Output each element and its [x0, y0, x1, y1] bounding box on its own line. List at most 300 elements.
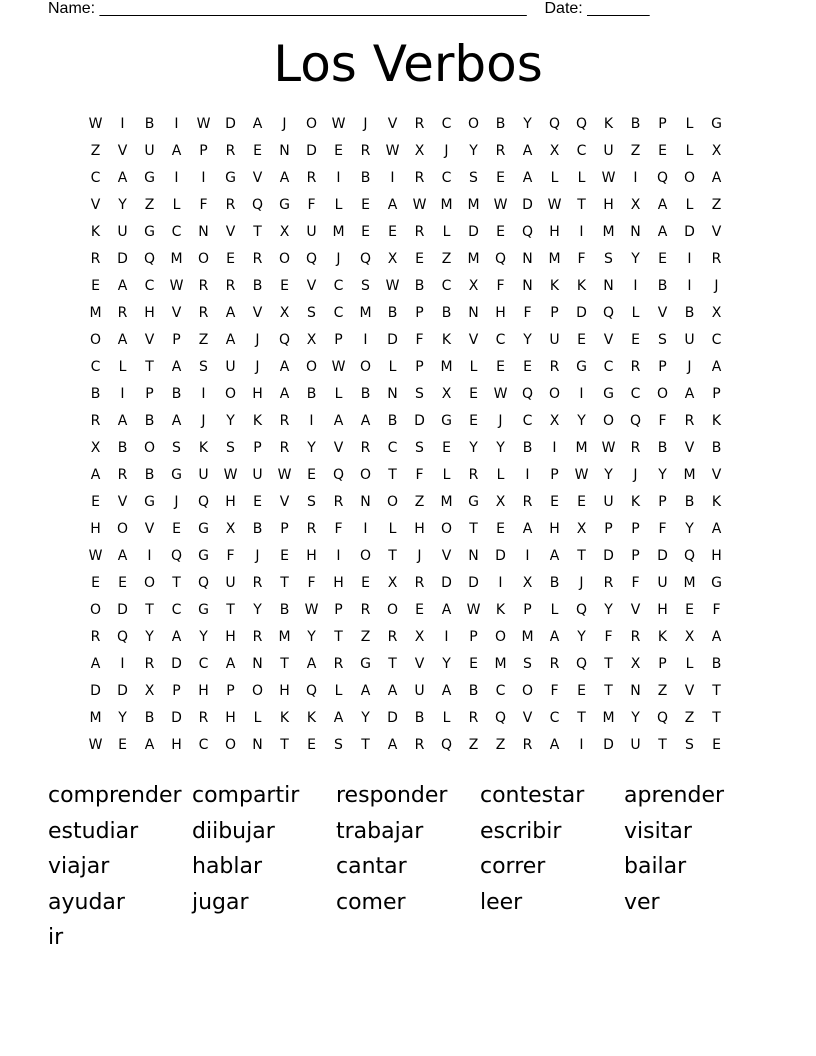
- grid-letter[interactable]: Y: [658, 467, 667, 483]
- grid-letter[interactable]: O: [386, 602, 399, 618]
- grid-letter[interactable]: Q: [197, 494, 210, 510]
- grid-letter[interactable]: P: [199, 143, 208, 159]
- grid-letter[interactable]: Z: [414, 494, 425, 510]
- grid-letter[interactable]: D: [468, 575, 479, 591]
- grid-letter[interactable]: R: [144, 656, 155, 672]
- grid-letter[interactable]: L: [442, 224, 451, 240]
- grid-letter[interactable]: B: [279, 602, 290, 618]
- grid-letter[interactable]: Y: [685, 521, 694, 537]
- grid-letter[interactable]: N: [387, 386, 398, 402]
- grid-letter[interactable]: F: [226, 548, 235, 564]
- grid-letter[interactable]: B: [414, 710, 425, 726]
- grid-letter[interactable]: E: [442, 440, 451, 456]
- grid-letter[interactable]: B: [495, 116, 506, 132]
- grid-letter[interactable]: Q: [521, 386, 534, 402]
- grid-letter[interactable]: S: [469, 170, 478, 186]
- grid-letter[interactable]: A: [657, 197, 668, 213]
- grid-letter[interactable]: E: [415, 602, 424, 618]
- grid-letter[interactable]: U: [306, 224, 317, 240]
- grid-letter[interactable]: U: [603, 143, 614, 159]
- grid-letter[interactable]: L: [685, 116, 694, 132]
- grid-letter[interactable]: G: [144, 494, 155, 510]
- grid-letter[interactable]: C: [495, 683, 506, 699]
- grid-letter[interactable]: N: [198, 224, 209, 240]
- grid-letter[interactable]: O: [359, 467, 372, 483]
- grid-letter[interactable]: G: [711, 575, 722, 591]
- grid-letter[interactable]: I: [174, 116, 179, 132]
- grid-letter[interactable]: W: [88, 548, 103, 564]
- grid-letter[interactable]: O: [359, 359, 372, 375]
- grid-letter[interactable]: N: [468, 548, 479, 564]
- grid-letter[interactable]: F: [415, 332, 424, 348]
- grid-letter[interactable]: B: [117, 440, 128, 456]
- grid-letter[interactable]: A: [252, 116, 263, 132]
- grid-letter[interactable]: A: [225, 656, 236, 672]
- grid-letter[interactable]: W: [196, 116, 211, 132]
- grid-letter[interactable]: R: [387, 629, 398, 645]
- grid-letter[interactable]: B: [657, 440, 668, 456]
- grid-letter[interactable]: I: [579, 737, 584, 753]
- grid-letter[interactable]: A: [333, 710, 344, 726]
- grid-letter[interactable]: N: [630, 683, 641, 699]
- grid-letter[interactable]: V: [630, 602, 641, 618]
- grid-letter[interactable]: P: [658, 494, 667, 510]
- grid-letter[interactable]: A: [117, 278, 128, 294]
- grid-letter[interactable]: A: [387, 737, 398, 753]
- grid-letter[interactable]: P: [145, 386, 154, 402]
- grid-letter[interactable]: X: [414, 629, 425, 645]
- grid-letter[interactable]: K: [711, 413, 722, 429]
- grid-letter[interactable]: J: [687, 359, 692, 375]
- grid-letter[interactable]: P: [712, 386, 721, 402]
- grid-letter[interactable]: Z: [144, 197, 155, 213]
- grid-letter[interactable]: E: [91, 278, 100, 294]
- grid-letter[interactable]: G: [603, 386, 614, 402]
- grid-letter[interactable]: F: [631, 575, 640, 591]
- grid-letter[interactable]: C: [171, 224, 182, 240]
- grid-letter[interactable]: N: [522, 278, 533, 294]
- grid-letter[interactable]: M: [683, 467, 696, 483]
- grid-letter[interactable]: V: [522, 710, 533, 726]
- grid-letter[interactable]: V: [684, 440, 695, 456]
- grid-letter[interactable]: I: [309, 413, 314, 429]
- grid-letter[interactable]: V: [711, 224, 722, 240]
- grid-letter[interactable]: U: [414, 683, 425, 699]
- grid-letter[interactable]: T: [388, 656, 397, 672]
- grid-letter[interactable]: T: [388, 467, 397, 483]
- grid-letter[interactable]: B: [252, 521, 263, 537]
- grid-letter[interactable]: D: [387, 710, 398, 726]
- grid-letter[interactable]: D: [468, 224, 479, 240]
- grid-letter[interactable]: T: [604, 656, 613, 672]
- grid-letter[interactable]: X: [144, 683, 155, 699]
- grid-letter[interactable]: E: [577, 494, 586, 510]
- grid-letter[interactable]: R: [630, 629, 641, 645]
- grid-letter[interactable]: R: [603, 575, 614, 591]
- grid-letter[interactable]: R: [684, 413, 695, 429]
- grid-letter[interactable]: E: [469, 656, 478, 672]
- grid-letter[interactable]: L: [685, 143, 694, 159]
- grid-letter[interactable]: C: [90, 359, 101, 375]
- grid-letter[interactable]: F: [307, 575, 316, 591]
- grid-letter[interactable]: R: [198, 278, 209, 294]
- grid-letter[interactable]: O: [224, 386, 237, 402]
- grid-letter[interactable]: O: [89, 332, 102, 348]
- grid-letter[interactable]: H: [495, 305, 506, 321]
- grid-letter[interactable]: B: [657, 278, 668, 294]
- grid-letter[interactable]: U: [225, 575, 236, 591]
- grid-letter[interactable]: J: [201, 413, 206, 429]
- grid-letter[interactable]: K: [657, 629, 668, 645]
- grid-letter[interactable]: Q: [440, 737, 453, 753]
- grid-letter[interactable]: D: [387, 332, 398, 348]
- grid-letter[interactable]: A: [117, 413, 128, 429]
- grid-letter[interactable]: M: [89, 710, 102, 726]
- grid-letter[interactable]: G: [711, 116, 722, 132]
- grid-letter[interactable]: R: [630, 359, 641, 375]
- grid-letter[interactable]: L: [118, 359, 127, 375]
- grid-letter[interactable]: T: [334, 629, 343, 645]
- grid-letter[interactable]: X: [441, 386, 452, 402]
- grid-letter[interactable]: Y: [307, 629, 316, 645]
- grid-letter[interactable]: U: [198, 467, 209, 483]
- grid-letter[interactable]: E: [91, 494, 100, 510]
- grid-letter[interactable]: M: [440, 359, 453, 375]
- grid-letter[interactable]: W: [331, 116, 346, 132]
- grid-letter[interactable]: X: [387, 251, 398, 267]
- grid-letter[interactable]: H: [711, 548, 722, 564]
- grid-letter[interactable]: Z: [441, 251, 452, 267]
- grid-letter[interactable]: O: [548, 386, 561, 402]
- grid-letter[interactable]: P: [550, 305, 559, 321]
- grid-letter[interactable]: W: [331, 359, 346, 375]
- grid-letter[interactable]: F: [577, 251, 586, 267]
- grid-letter[interactable]: B: [252, 278, 263, 294]
- grid-letter[interactable]: E: [91, 575, 100, 591]
- grid-letter[interactable]: Q: [143, 251, 156, 267]
- grid-letter[interactable]: S: [523, 656, 532, 672]
- grid-letter[interactable]: Z: [198, 332, 209, 348]
- grid-letter[interactable]: E: [712, 737, 721, 753]
- grid-letter[interactable]: A: [711, 170, 722, 186]
- grid-letter[interactable]: X: [630, 656, 641, 672]
- grid-letter[interactable]: J: [714, 278, 719, 294]
- grid-letter[interactable]: Y: [631, 251, 640, 267]
- grid-letter[interactable]: O: [224, 737, 237, 753]
- grid-letter[interactable]: M: [440, 494, 453, 510]
- grid-letter[interactable]: D: [576, 305, 587, 321]
- grid-letter[interactable]: X: [279, 224, 290, 240]
- grid-letter[interactable]: P: [226, 683, 235, 699]
- grid-letter[interactable]: Y: [577, 413, 586, 429]
- grid-letter[interactable]: K: [306, 710, 317, 726]
- grid-letter[interactable]: T: [280, 575, 289, 591]
- grid-letter[interactable]: I: [120, 656, 125, 672]
- grid-letter[interactable]: E: [631, 332, 640, 348]
- grid-letter[interactable]: O: [494, 629, 507, 645]
- grid-letter[interactable]: D: [657, 548, 668, 564]
- grid-letter[interactable]: A: [657, 224, 668, 240]
- grid-letter[interactable]: N: [630, 224, 641, 240]
- grid-letter[interactable]: K: [576, 278, 587, 294]
- grid-letter[interactable]: B: [360, 386, 371, 402]
- grid-letter[interactable]: V: [144, 332, 155, 348]
- grid-letter[interactable]: C: [522, 413, 533, 429]
- grid-letter[interactable]: S: [415, 440, 424, 456]
- grid-letter[interactable]: E: [280, 548, 289, 564]
- grid-letter[interactable]: T: [712, 683, 721, 699]
- date-blank[interactable]: _______: [587, 0, 650, 17]
- grid-letter[interactable]: D: [306, 143, 317, 159]
- grid-letter[interactable]: Y: [442, 656, 451, 672]
- grid-letter[interactable]: C: [387, 440, 398, 456]
- grid-letter[interactable]: W: [169, 278, 184, 294]
- grid-letter[interactable]: H: [549, 224, 560, 240]
- grid-letter[interactable]: R: [306, 170, 317, 186]
- grid-letter[interactable]: X: [684, 629, 695, 645]
- grid-letter[interactable]: I: [525, 548, 530, 564]
- grid-letter[interactable]: O: [251, 683, 264, 699]
- grid-letter[interactable]: A: [549, 548, 560, 564]
- grid-letter[interactable]: Q: [278, 332, 291, 348]
- grid-letter[interactable]: E: [334, 143, 343, 159]
- grid-letter[interactable]: K: [279, 710, 290, 726]
- grid-letter[interactable]: Y: [118, 197, 127, 213]
- grid-letter[interactable]: Y: [523, 116, 532, 132]
- grid-letter[interactable]: K: [630, 494, 641, 510]
- grid-letter[interactable]: I: [444, 629, 449, 645]
- grid-letter[interactable]: A: [522, 143, 533, 159]
- grid-letter[interactable]: R: [711, 251, 722, 267]
- grid-letter[interactable]: N: [279, 143, 290, 159]
- grid-letter[interactable]: K: [603, 116, 614, 132]
- grid-letter[interactable]: I: [633, 278, 638, 294]
- grid-letter[interactable]: M: [548, 251, 561, 267]
- grid-letter[interactable]: I: [363, 332, 368, 348]
- grid-letter[interactable]: V: [306, 278, 317, 294]
- grid-letter[interactable]: V: [333, 440, 344, 456]
- grid-letter[interactable]: R: [549, 359, 560, 375]
- grid-letter[interactable]: V: [684, 683, 695, 699]
- grid-letter[interactable]: E: [253, 494, 262, 510]
- grid-letter[interactable]: G: [441, 413, 452, 429]
- grid-letter[interactable]: H: [549, 521, 560, 537]
- grid-letter[interactable]: T: [145, 359, 154, 375]
- grid-letter[interactable]: O: [602, 413, 615, 429]
- grid-letter[interactable]: P: [253, 440, 262, 456]
- grid-letter[interactable]: V: [90, 197, 101, 213]
- grid-letter[interactable]: F: [550, 683, 559, 699]
- grid-letter[interactable]: A: [549, 737, 560, 753]
- grid-letter[interactable]: I: [336, 170, 341, 186]
- grid-letter[interactable]: W: [304, 602, 319, 618]
- grid-letter[interactable]: A: [171, 629, 182, 645]
- grid-letter[interactable]: A: [90, 467, 101, 483]
- grid-letter[interactable]: X: [90, 440, 101, 456]
- grid-letter[interactable]: S: [658, 332, 667, 348]
- grid-letter[interactable]: X: [387, 575, 398, 591]
- grid-letter[interactable]: U: [117, 224, 128, 240]
- grid-letter[interactable]: S: [172, 440, 181, 456]
- grid-letter[interactable]: V: [603, 332, 614, 348]
- grid-letter[interactable]: M: [359, 305, 372, 321]
- grid-letter[interactable]: E: [172, 521, 181, 537]
- grid-letter[interactable]: J: [579, 575, 584, 591]
- grid-letter[interactable]: I: [498, 575, 503, 591]
- grid-letter[interactable]: G: [171, 467, 182, 483]
- grid-letter[interactable]: P: [658, 116, 667, 132]
- grid-letter[interactable]: V: [117, 143, 128, 159]
- grid-letter[interactable]: C: [603, 359, 614, 375]
- grid-letter[interactable]: Y: [226, 413, 235, 429]
- grid-letter[interactable]: P: [415, 359, 424, 375]
- grid-letter[interactable]: X: [711, 143, 722, 159]
- grid-letter[interactable]: Y: [469, 440, 478, 456]
- grid-letter[interactable]: E: [361, 224, 370, 240]
- grid-letter[interactable]: I: [201, 170, 206, 186]
- grid-letter[interactable]: I: [579, 386, 584, 402]
- grid-letter[interactable]: J: [255, 332, 260, 348]
- grid-letter[interactable]: V: [144, 521, 155, 537]
- grid-letter[interactable]: U: [252, 467, 263, 483]
- grid-letter[interactable]: R: [522, 737, 533, 753]
- grid-letter[interactable]: W: [601, 440, 616, 456]
- grid-letter[interactable]: Q: [332, 467, 345, 483]
- grid-letter[interactable]: R: [225, 278, 236, 294]
- grid-letter[interactable]: A: [684, 386, 695, 402]
- grid-letter[interactable]: P: [523, 602, 532, 618]
- grid-letter[interactable]: H: [225, 494, 236, 510]
- grid-letter[interactable]: Z: [657, 683, 668, 699]
- grid-letter[interactable]: T: [712, 710, 721, 726]
- grid-letter[interactable]: Z: [495, 737, 506, 753]
- grid-letter[interactable]: Y: [118, 710, 127, 726]
- grid-letter[interactable]: A: [144, 737, 155, 753]
- grid-letter[interactable]: W: [385, 278, 400, 294]
- grid-letter[interactable]: R: [198, 710, 209, 726]
- grid-letter[interactable]: Q: [548, 116, 561, 132]
- grid-letter[interactable]: Q: [656, 170, 669, 186]
- grid-letter[interactable]: C: [576, 143, 587, 159]
- grid-letter[interactable]: L: [685, 656, 694, 672]
- grid-letter[interactable]: S: [307, 494, 316, 510]
- grid-letter[interactable]: F: [604, 629, 613, 645]
- grid-letter[interactable]: V: [387, 116, 398, 132]
- grid-letter[interactable]: H: [225, 629, 236, 645]
- grid-letter[interactable]: Y: [253, 602, 262, 618]
- grid-letter[interactable]: M: [278, 629, 291, 645]
- grid-letter[interactable]: E: [361, 197, 370, 213]
- grid-letter[interactable]: U: [144, 143, 155, 159]
- grid-letter[interactable]: L: [550, 170, 559, 186]
- grid-letter[interactable]: B: [441, 305, 452, 321]
- grid-letter[interactable]: W: [277, 467, 292, 483]
- grid-letter[interactable]: V: [657, 305, 668, 321]
- grid-letter[interactable]: Q: [575, 656, 588, 672]
- grid-letter[interactable]: J: [174, 494, 179, 510]
- grid-letter[interactable]: R: [468, 467, 479, 483]
- grid-letter[interactable]: P: [172, 332, 181, 348]
- grid-letter[interactable]: F: [415, 467, 424, 483]
- grid-letter[interactable]: L: [685, 197, 694, 213]
- grid-letter[interactable]: K: [495, 602, 506, 618]
- grid-letter[interactable]: F: [658, 521, 667, 537]
- grid-letter[interactable]: D: [171, 656, 182, 672]
- grid-letter[interactable]: Y: [604, 467, 613, 483]
- grid-letter[interactable]: M: [521, 629, 534, 645]
- grid-letter[interactable]: P: [604, 521, 613, 537]
- grid-letter[interactable]: R: [117, 467, 128, 483]
- grid-letter[interactable]: Q: [197, 575, 210, 591]
- grid-letter[interactable]: T: [388, 548, 397, 564]
- grid-letter[interactable]: Q: [305, 251, 318, 267]
- grid-letter[interactable]: A: [360, 683, 371, 699]
- grid-letter[interactable]: B: [144, 413, 155, 429]
- grid-letter[interactable]: G: [225, 170, 236, 186]
- grid-letter[interactable]: A: [225, 305, 236, 321]
- grid-letter[interactable]: V: [117, 494, 128, 510]
- grid-letter[interactable]: J: [255, 359, 260, 375]
- grid-letter[interactable]: E: [226, 251, 235, 267]
- grid-letter[interactable]: M: [332, 224, 345, 240]
- grid-letter[interactable]: X: [522, 575, 533, 591]
- grid-letter[interactable]: L: [334, 683, 343, 699]
- grid-letter[interactable]: E: [496, 170, 505, 186]
- grid-letter[interactable]: H: [225, 710, 236, 726]
- grid-letter[interactable]: M: [575, 440, 588, 456]
- grid-letter[interactable]: C: [171, 602, 182, 618]
- grid-letter[interactable]: B: [711, 656, 722, 672]
- grid-letter[interactable]: T: [226, 602, 235, 618]
- grid-letter[interactable]: R: [522, 494, 533, 510]
- grid-letter[interactable]: Z: [468, 737, 479, 753]
- grid-letter[interactable]: A: [387, 683, 398, 699]
- grid-letter[interactable]: S: [685, 737, 694, 753]
- grid-letter[interactable]: B: [90, 386, 101, 402]
- grid-letter[interactable]: N: [522, 251, 533, 267]
- grid-letter[interactable]: S: [199, 359, 208, 375]
- grid-letter[interactable]: B: [387, 413, 398, 429]
- grid-letter[interactable]: Y: [496, 440, 505, 456]
- grid-letter[interactable]: Z: [630, 143, 641, 159]
- grid-letter[interactable]: I: [174, 170, 179, 186]
- grid-letter[interactable]: O: [305, 116, 318, 132]
- grid-letter[interactable]: R: [279, 413, 290, 429]
- grid-letter[interactable]: E: [415, 251, 424, 267]
- grid-letter[interactable]: M: [467, 251, 480, 267]
- grid-letter[interactable]: K: [441, 332, 452, 348]
- grid-letter[interactable]: B: [306, 386, 317, 402]
- grid-letter[interactable]: R: [414, 170, 425, 186]
- grid-letter[interactable]: P: [415, 305, 424, 321]
- grid-letter[interactable]: H: [306, 548, 317, 564]
- grid-letter[interactable]: E: [469, 386, 478, 402]
- grid-letter[interactable]: R: [333, 494, 344, 510]
- grid-letter[interactable]: A: [333, 413, 344, 429]
- grid-letter[interactable]: M: [440, 197, 453, 213]
- grid-letter[interactable]: S: [361, 278, 370, 294]
- grid-letter[interactable]: C: [630, 386, 641, 402]
- grid-letter[interactable]: E: [388, 224, 397, 240]
- grid-letter[interactable]: R: [414, 116, 425, 132]
- grid-letter[interactable]: M: [683, 575, 696, 591]
- grid-letter[interactable]: B: [387, 305, 398, 321]
- grid-letter[interactable]: D: [603, 548, 614, 564]
- grid-letter[interactable]: A: [711, 629, 722, 645]
- grid-letter[interactable]: G: [144, 170, 155, 186]
- grid-letter[interactable]: Z: [360, 629, 371, 645]
- grid-letter[interactable]: R: [333, 656, 344, 672]
